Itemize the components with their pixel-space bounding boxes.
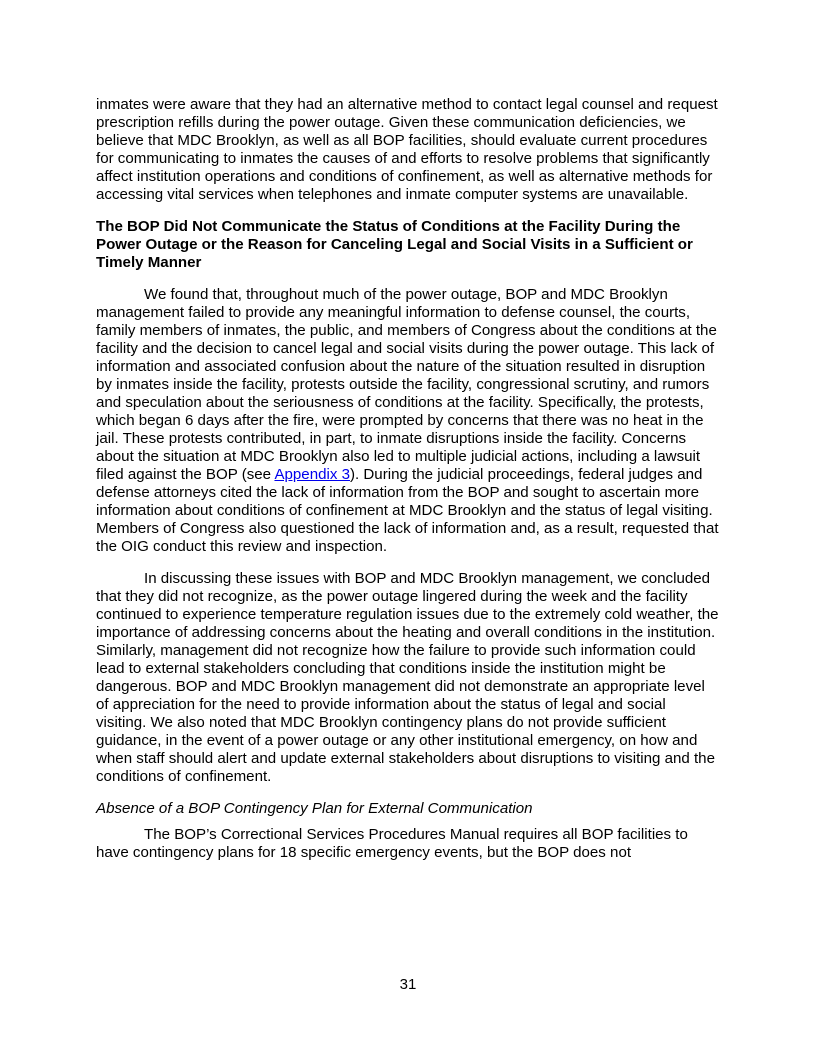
document-body: [96, 96, 720, 862]
subsection-heading: Absence of a BOP Contingency Plan for External Communication: [96, 800, 533, 817]
page-number: 31: [399, 976, 417, 993]
paragraph-findings-text-1: We found that, throughout much of the power outage, BOP and MDC Brooklyn management failed to provide any meaningful information to defense counsel, the courts, family members of inmates, the public, and members of Congress about the conditions at the facility and the decision to cancel legal and social visits during the power outage. This lack of information and associated confusion about the nature of the situation resulted in disruption by inmates inside the facility, protests outside the facility, congressional scrutiny, and rumors and speculation about the seriousness of conditions at the facility. Specifically, the protests, which began 6 days after the fire, were prompted by concerns that there was no heat in the jail. These protests contributed, in part, to inmate disruptions inside the facility. Concerns about the situation at MDC Brooklyn also led to multiple judicial actions, including a lawsuit filed against the BOP (see: [96, 286, 717, 483]
appendix-3-link[interactable]: Appendix 3: [274, 466, 350, 483]
paragraph-findings: [96, 286, 720, 556]
paragraph-contingency: The BOP’s Correctional Services Procedures Manual requires all BOP facilities to have contingency plans for 18 specific emergency events, but the BOP does not: [96, 826, 688, 861]
paragraph-intro: inmates were aware that they had an alternative method to contact legal counsel and request prescription refills during the power outage. Given these communication deficiencies, we believe that MDC Brooklyn, as well as all BOP facilities, should evaluate current procedures for communicating to inmates the causes of and efforts to resolve problems that significantly affect institution operations and conditions of confinement, as well as alternative methods for accessing vital services when telephones and inmate computer systems are unavailable.: [96, 96, 718, 203]
paragraph-findings-text-2: ). During the judicial proceedings, federal judges and defense attorneys cited the lack of information from the BOP and sought to ascertain more information about conditions of confinement at MDC Brooklyn and the status of legal visiting. Members of Congress also questioned the lack of information and, as a result, requested that the OIG conduct this review and inspection.: [96, 466, 719, 555]
section-heading: The BOP Did Not Communicate the Status of Conditions at the Facility During the Power Outage or the Reason for Canceling Legal and Social Visits in a Sufficient or Timely Manner: [96, 218, 693, 271]
paragraph-management: In discussing these issues with BOP and MDC Brooklyn management, we concluded that they did not recognize, as the power outage lingered during the week and the facility continued to experience temperature regulation issues due to the extremely cold weather, the importance of addressing concerns about the heating and overall conditions in the institution. Similarly, management did not recognize how the failure to provide such information could lead to external stakeholders concluding that conditions inside the institution might be dangerous. BOP and MDC Brooklyn management did not demonstrate an appropriate level of appreciation for the need to provide information about the status of legal and social visiting. We also noted that MDC Brooklyn contingency plans do not provide sufficient guidance, in the event of a power outage or any other institutional emergency, on how and when staff should alert and update external stakeholders about disruptions to visiting and the conditions of confinement.: [96, 570, 719, 785]
